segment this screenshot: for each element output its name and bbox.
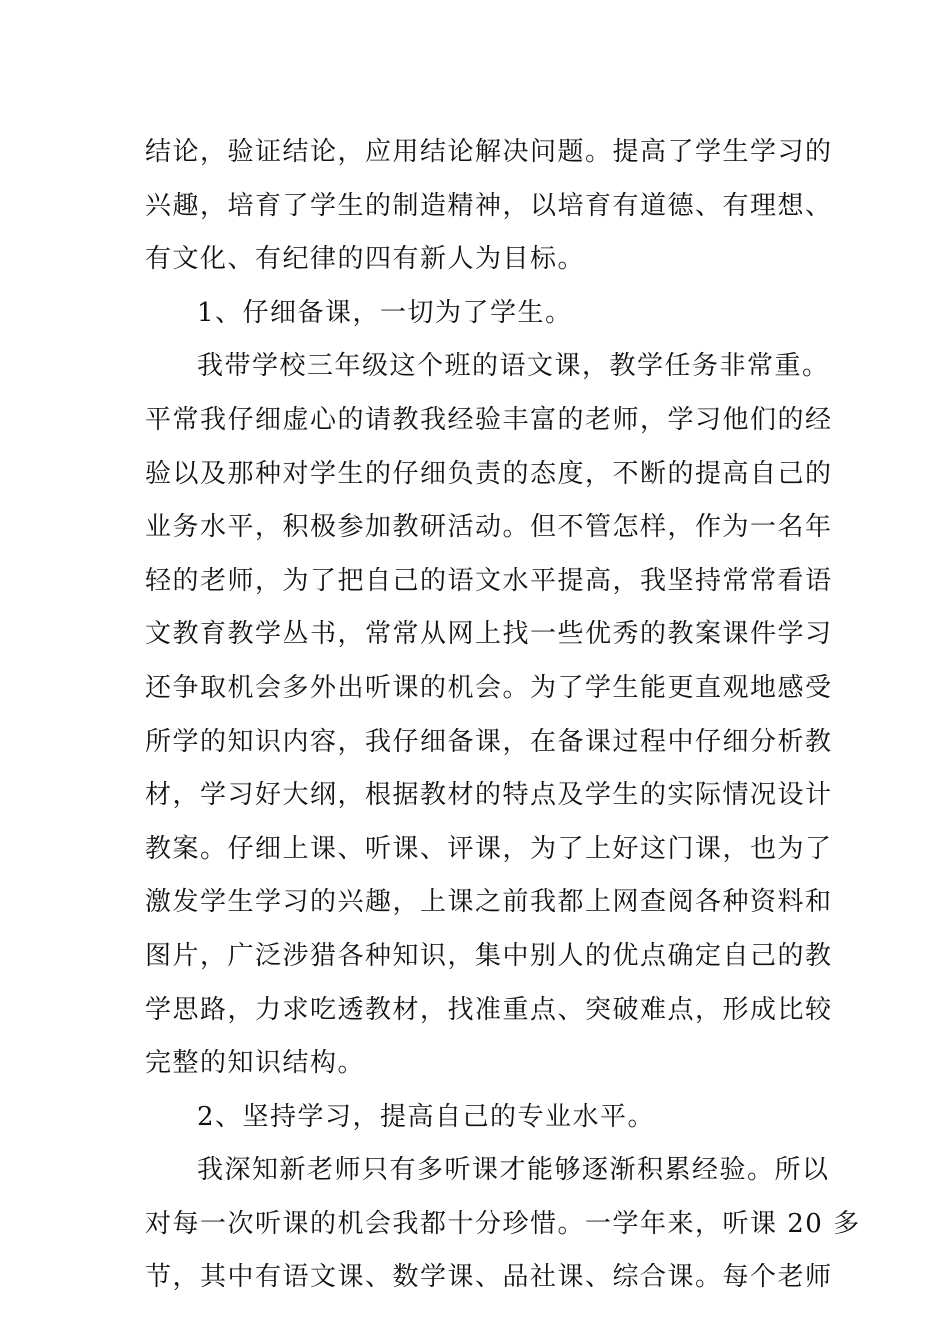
text-line: 激发学生学习的兴趣，上课之前我都上网查阅各种资料和 [145, 887, 833, 918]
text-line: 文教育教学丛书，常常从网上找一些优秀的教案课件学习 [145, 619, 833, 650]
text-line: 平常我仔细虚心的请教我经验丰富的老师，学习他们的经 [145, 404, 833, 435]
text-line: 节，其中有语文课、数学课、品社课、综合课。每个老师 [145, 1262, 833, 1293]
text-line: 业务水平，积极参加教研活动。但不管怎样，作为一名年 [145, 512, 833, 543]
text-line: 对每一次听课的机会我都十分珍惜。一学年来，听课 20 多 [145, 1208, 861, 1239]
document-body [145, 126, 861, 1305]
text-line: 2、坚持学习，提高自己的专业水平。 [197, 1101, 656, 1132]
text-line: 验以及那种对学生的仔细负责的态度，不断的提高自己的 [145, 458, 833, 489]
text-line: 轻的老师，为了把自己的语文水平提高，我坚持常常看语 [145, 565, 833, 596]
text-line: 我深知新老师只有多听课才能够逐渐积累经验。所以 [197, 1155, 830, 1186]
text-line: 材，学习好大纲，根据教材的特点及学生的实际情况设计 [145, 780, 833, 811]
text-line: 学思路，力求吃透教材，找准重点、突破难点，形成比较 [145, 994, 833, 1025]
text-line: 完整的知识结构。 [145, 1048, 366, 1079]
text-line: 教案。仔细上课、听课、评课，为了上好这门课，也为了 [145, 833, 833, 864]
text-line: 兴趣，培育了学生的制造精神，以培育有道德、有理想、 [145, 190, 833, 221]
text-line: 我带学校三年级这个班的语文课，教学任务非常重。 [197, 351, 830, 382]
text-line: 1、仔细备课，一切为了学生。 [197, 297, 573, 328]
text-line: 结论，验证结论，应用结论解决问题。提高了学生学习的 [145, 137, 833, 167]
text-line: 所学的知识内容，我仔细备课，在备课过程中仔细分析教 [145, 726, 833, 757]
text-line: 有文化、有纪律的四有新人为目标。 [145, 244, 586, 275]
text-line: 还争取机会多外出听课的机会。为了学生能更直观地感受 [145, 672, 833, 703]
text-line: 图片，广泛涉猎各种知识，集中别人的优点确定自己的教 [145, 940, 833, 971]
